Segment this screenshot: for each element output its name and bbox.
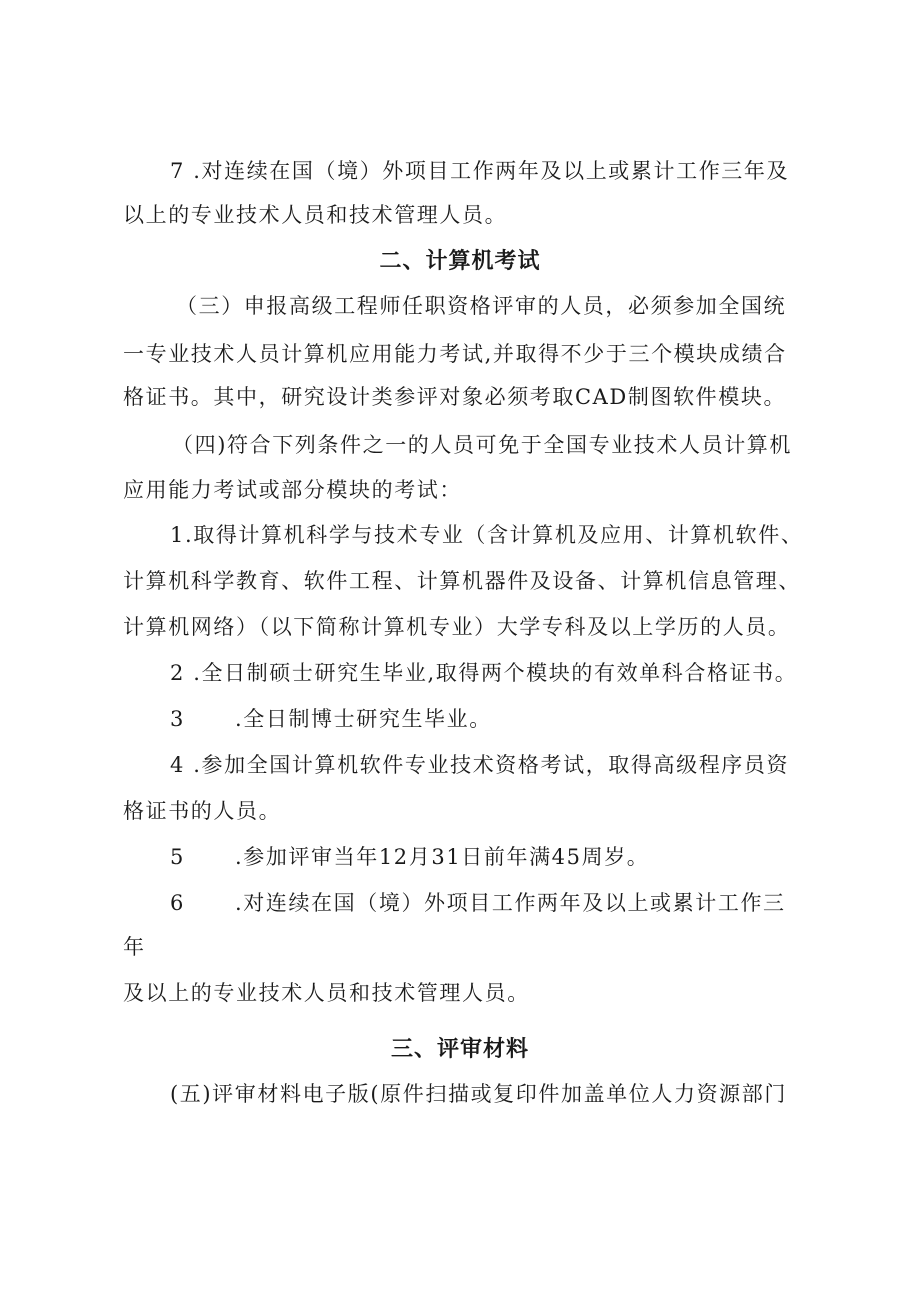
sub5-text: .参加评审当年12月31日前年满45周岁。	[234, 845, 650, 869]
item7-line1: 7 .对连续在国（境）外项目工作两年及以上或累计工作三年及	[170, 159, 790, 183]
section-heading-computer-exam: 二、计算机考试	[379, 249, 541, 274]
sub6-line1	[170, 888, 786, 918]
sub3-number: 3	[170, 707, 185, 731]
para3-line2: 一专业技术人员计算机应用能力考试,并取得不少于三个模块成绩合	[123, 342, 787, 366]
sub5-number: 5	[170, 845, 185, 869]
sub6-number: 6	[170, 891, 185, 915]
sub1-line2: 计算机科学教育、软件工程、计算机器件及设备、计算机信息管理、	[123, 569, 801, 593]
sub5-line	[170, 842, 649, 872]
sub1-line1: 1.取得计算机科学与技术专业（含计算机及应用、计算机软件、	[170, 523, 804, 547]
sub1-line3: 计算机网络）（以下简称计算机专业）大学专科及以上学历的人员。	[123, 615, 791, 639]
para4-line1: （四)符合下列条件之一的人员可免于全国专业技术人员计算机	[172, 433, 792, 457]
sub6-line3: 及以上的专业技术人员和技术管理人员。	[123, 981, 530, 1005]
para3-line3: 格证书。其中，研究设计类参评对象必须考取CAD制图软件模块。	[123, 385, 787, 409]
item7-line2: 以上的专业技术人员和技术管理人员。	[123, 203, 508, 227]
sub6-line2: 年	[123, 935, 146, 959]
sub4-line2: 格证书的人员。	[123, 799, 282, 823]
sub2-line: 2 .全日制硕士研究生毕业,取得两个模块的有效单科合格证书。	[170, 661, 798, 685]
sub6-text: .对连续在国（境）外项目工作两年及以上或累计工作三	[234, 891, 786, 915]
section-heading-review-materials: 三、评审材料	[390, 1037, 529, 1062]
sub3-line	[170, 704, 492, 734]
sub4-line1: 4 .参加全国计算机软件专业技术资格考试，取得高级程序员资	[170, 753, 790, 777]
para5-line1: (五)评审材料电子版(原件扫描或复印件加盖单位人力资源部门	[170, 1082, 787, 1106]
sub3-text: .全日制博士研究生毕业。	[234, 707, 492, 731]
para3-line1: （三）申报高级工程师任职资格评审的人员，必须参加全国统	[176, 294, 787, 318]
para4-line2: 应用能力考试或部分模块的考试：	[123, 478, 462, 502]
